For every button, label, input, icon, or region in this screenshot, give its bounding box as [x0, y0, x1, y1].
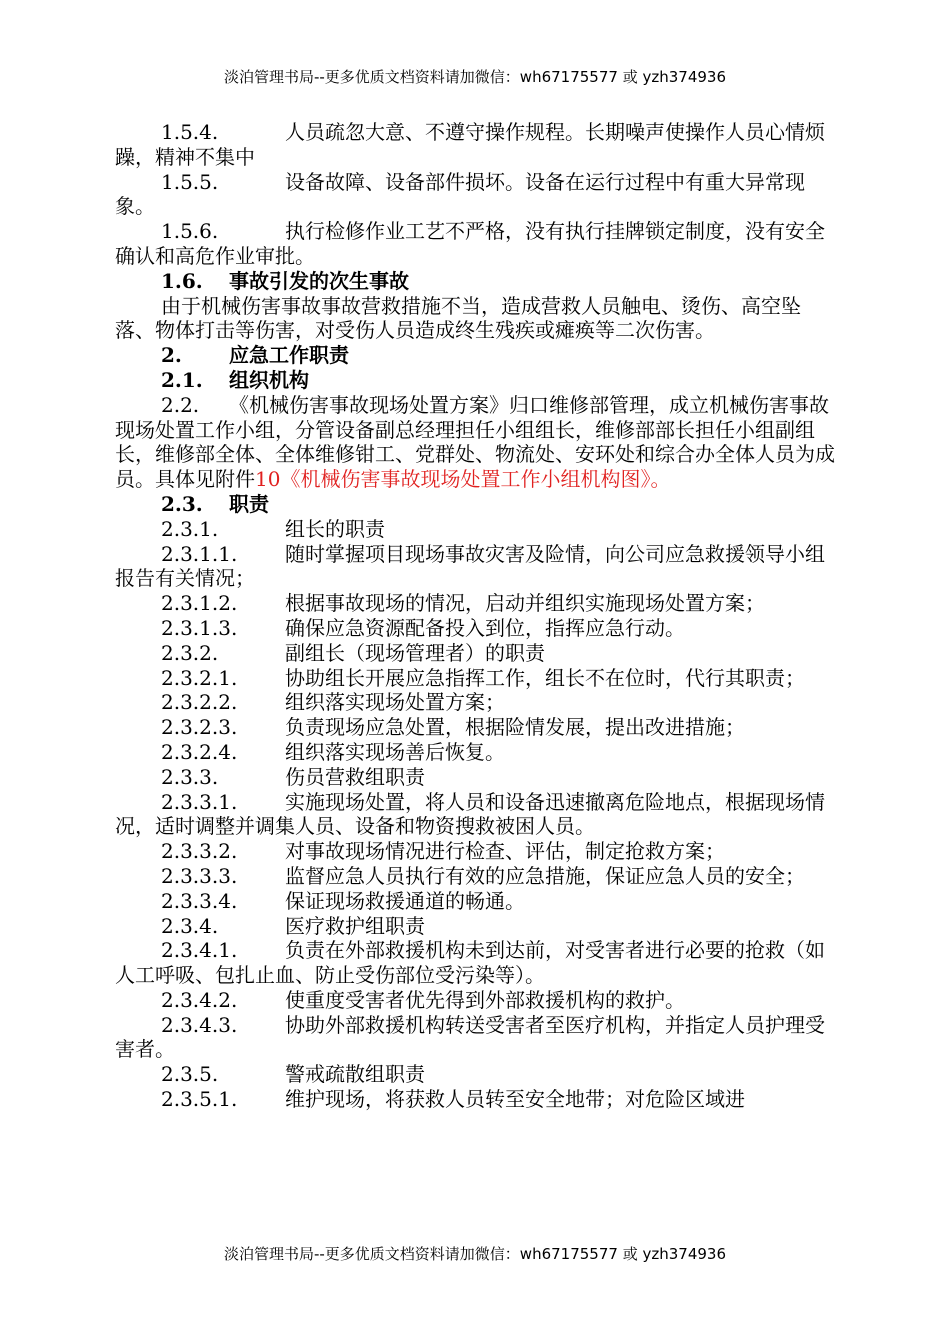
item-text: 随时掌握项目现场事故灾害及险情，向公司应急救援领导小组报告有关情况；	[115, 541, 825, 591]
item-2-3-5-1	[115, 1087, 835, 1112]
item-number: 2.3.3.	[161, 764, 219, 789]
item-2-3-3-3	[115, 864, 835, 889]
item-2-3-2-4	[115, 740, 835, 765]
item-text: 保证现场救援通道的畅通。	[285, 888, 525, 913]
item-number: 2.3.1.3.	[161, 615, 238, 640]
item-text: 根据事故现场的情况，启动并组织实施现场处置方案；	[285, 591, 765, 616]
item-2-3-2-1	[115, 666, 835, 691]
heading-2-1	[115, 368, 835, 393]
item-2-3-3-1	[115, 790, 835, 840]
item-number: 1.5.4.	[161, 120, 219, 144]
item-text: 组织机构	[229, 367, 309, 392]
item-2-3-3-4	[115, 889, 835, 914]
item-number: 2.3.2.	[161, 640, 219, 665]
item-text: 监督应急人员执行有效的应急措施，保证应急人员的安全；	[285, 863, 805, 888]
item-number: 2.3.3.4.	[161, 888, 238, 913]
item-text: 使重度受害者优先得到外部救援机构的救护。	[285, 987, 685, 1012]
item-number: 1.6.	[161, 268, 203, 293]
paragraph-text: 由于机械伤害事故事故营救措施不当，造成营救人员触电、烫伤、高空坠落、物体打击等伤害，对受伤人员造成终生残疾或瘫痪等二次伤害。	[115, 293, 801, 343]
item-number: 2.3.2.2.	[161, 690, 238, 715]
item-text: 实施现场处置，将人员和设备迅速撤离危险地点，根据现场情况，适时调整并调集人员、设备和物资搜救被困人员。	[115, 789, 825, 839]
page-footer: 淡泊管理书局--更多优质文档资料请加微信：wh67175577 或 yzh374936	[223, 1245, 726, 1263]
item-2-3-3-2	[115, 839, 835, 864]
item-text: 执行检修作业工艺不严格，没有执行挂牌锁定制度，没有安全确认和高危作业审批。	[115, 219, 825, 268]
item-text: 《机械伤害事故现场处置方案》归口维修部管理，成立机械伤害事故现场处置工作小组，分管设备副总经理担任小组组长，维修部部长担任小组副组长，维修部全体、全体维修钳工、党群处、物流处、安环处和综合办全体人员为成员。具体见附件	[115, 392, 835, 492]
item-2-3-4-1	[115, 938, 835, 988]
item-text: 负责在外部救援机构未到达前，对受害者进行必要的抢救（如人工呼吸、包扎止血、防止受伤部位受污染等）。	[115, 938, 825, 988]
item-text: 职责	[229, 491, 269, 516]
item-2-2	[115, 393, 835, 492]
item-number: 2.3.2.4.	[161, 739, 238, 764]
item-number: 2.	[161, 343, 182, 368]
item-2-3-3	[115, 765, 835, 790]
item-number: 2.3.1.1.	[161, 541, 238, 566]
item-2-3-1-3	[115, 616, 835, 641]
item-number: 2.3.4.3.	[161, 1012, 238, 1037]
item-number: 2.3.3.2.	[161, 839, 238, 864]
item-text: 警戒疏散组职责	[285, 1062, 425, 1087]
item-number: 2.3.1.2.	[161, 591, 238, 616]
item-text: 确保应急资源配备投入到位，指挥应急行动。	[285, 615, 685, 640]
item-text: 副组长（现场管理者）的职责	[285, 640, 545, 665]
page-header: 淡泊管理书局--更多优质文档资料请加微信：wh67175577 或 yzh374936	[223, 68, 726, 86]
item-2-3-5	[115, 1062, 835, 1087]
item-text: 组织落实现场善后恢复。	[285, 739, 505, 764]
item-2-3-1-1	[115, 542, 835, 592]
paragraph-secondary-accident	[115, 294, 835, 344]
item-number: 1.5.6.	[161, 219, 219, 244]
item-number: 2.1.	[161, 367, 203, 392]
heading-2	[115, 343, 835, 368]
item-text: 负责现场应急处置，根据险情发展，提出改进措施；	[285, 715, 745, 740]
item-number: 2.3.4.	[161, 913, 219, 938]
item-text: 事故引发的次生事故	[229, 268, 409, 293]
item-text: 医疗救护组职责	[285, 913, 425, 938]
item-2-3-2-2	[115, 690, 835, 715]
heading-1-6	[115, 269, 835, 294]
item-number: 2.3.	[161, 491, 203, 516]
item-number: 2.3.3.3.	[161, 863, 238, 888]
item-number: 1.5.5.	[161, 169, 219, 194]
item-1-5-6	[115, 219, 835, 269]
item-number: 2.3.2.3.	[161, 715, 238, 740]
document-body	[115, 120, 835, 1112]
item-text: 组织落实现场处置方案；	[285, 690, 505, 715]
item-1-5-5	[115, 170, 835, 220]
item-text: 应急工作职责	[229, 343, 349, 368]
item-2-3-4-2	[115, 988, 835, 1013]
item-2-3-1	[115, 517, 835, 542]
item-text: 设备故障、设备部件损坏。设备在运行过程中有重大异常现象。	[115, 169, 805, 219]
item-number: 2.3.4.2.	[161, 987, 238, 1012]
item-number: 2.3.5.1.	[161, 1087, 238, 1112]
item-text: 对事故现场情况进行检查、评估，制定抢救方案；	[285, 839, 725, 864]
heading-2-3	[115, 492, 835, 517]
appendix-reference: 10《机械伤害事故现场处置工作小组机构图》。	[255, 467, 671, 492]
item-number: 2.3.2.1.	[161, 665, 238, 690]
item-number: 2.3.5.	[161, 1062, 219, 1087]
item-2-3-1-2	[115, 591, 835, 616]
item-number: 2.3.3.1.	[161, 789, 238, 814]
item-number: 2.2.	[161, 392, 200, 417]
item-2-3-4	[115, 914, 835, 939]
item-2-3-2-3	[115, 715, 835, 740]
item-text: 伤员营救组职责	[285, 764, 425, 789]
item-number: 2.3.1.	[161, 516, 219, 541]
item-text: 组长的职责	[285, 516, 385, 541]
item-2-3-4-3	[115, 1013, 835, 1063]
item-text: 人员疏忽大意、不遵守操作规程。长期噪声使操作人员心情烦躁，精神不集中	[115, 120, 825, 169]
item-number: 2.3.4.1.	[161, 938, 238, 963]
item-1-5-4	[115, 120, 835, 170]
item-text: 协助外部救援机构转送受害者至医疗机构，并指定人员护理受害者。	[115, 1012, 825, 1062]
item-2-3-2	[115, 641, 835, 666]
item-text: 协助组长开展应急指挥工作，组长不在位时，代行其职责；	[285, 665, 805, 690]
item-text: 维护现场，将获救人员转至安全地带；对危险区域进	[285, 1087, 745, 1112]
